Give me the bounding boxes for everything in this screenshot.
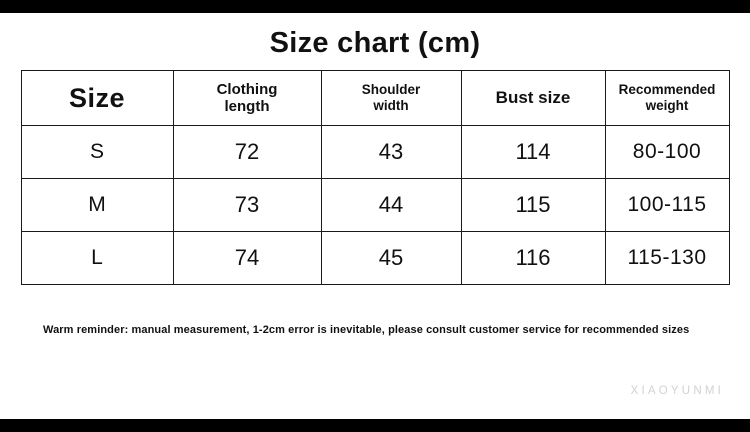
- cell-bust-size: 114: [461, 126, 605, 179]
- cell-recommended-weight: 80-100: [605, 126, 729, 179]
- size-table: [21, 70, 730, 285]
- watermark-brand: XIAOYUNMI: [630, 385, 724, 397]
- table-header-row: [21, 71, 729, 126]
- cell-recommended-weight: 115-130: [605, 232, 729, 285]
- table-body: [21, 126, 729, 285]
- cell-shoulder-width: 45: [321, 232, 461, 285]
- top-black-band: [0, 0, 750, 13]
- table-row: [21, 126, 729, 179]
- bottom-black-band: [0, 419, 750, 432]
- column-header-shoulder-width-line1: Shoulder: [361, 82, 421, 98]
- cell-shoulder-width: 43: [321, 126, 461, 179]
- cell-bust-size: 116: [461, 232, 605, 285]
- column-header-recommended-weight-line2: weight: [645, 98, 689, 113]
- column-header-shoulder-width: [321, 71, 461, 126]
- cell-clothing-length: 73: [173, 179, 321, 232]
- column-header-size: Size: [21, 71, 173, 126]
- column-header-clothing-length-line2: length: [224, 98, 270, 115]
- cell-clothing-length: 74: [173, 232, 321, 285]
- cell-size: M: [21, 179, 173, 232]
- table-header: [21, 71, 729, 126]
- column-header-bust-size: Bust size: [461, 71, 605, 126]
- cell-recommended-weight: 100-115: [605, 179, 729, 232]
- cell-shoulder-width: 44: [321, 179, 461, 232]
- warm-reminder-note: Warm reminder: manual measurement, 1-2cm error is inevitable, please consult customer service for recommended sizes: [43, 324, 690, 336]
- cell-bust-size: 115: [461, 179, 605, 232]
- table-row: [21, 232, 729, 285]
- column-header-shoulder-width-line2: width: [373, 98, 409, 113]
- cell-size: S: [21, 126, 173, 179]
- table-row: [21, 179, 729, 232]
- page-title: Size chart (cm): [269, 27, 481, 59]
- chart-sheet: [0, 13, 750, 419]
- column-header-recommended-weight: [605, 71, 729, 126]
- cell-clothing-length: 72: [173, 126, 321, 179]
- cell-size: L: [21, 232, 173, 285]
- column-header-clothing-length-line1: Clothing: [216, 80, 278, 98]
- column-header-clothing-length: [173, 71, 321, 126]
- column-header-recommended-weight-line1: Recommended: [618, 82, 716, 98]
